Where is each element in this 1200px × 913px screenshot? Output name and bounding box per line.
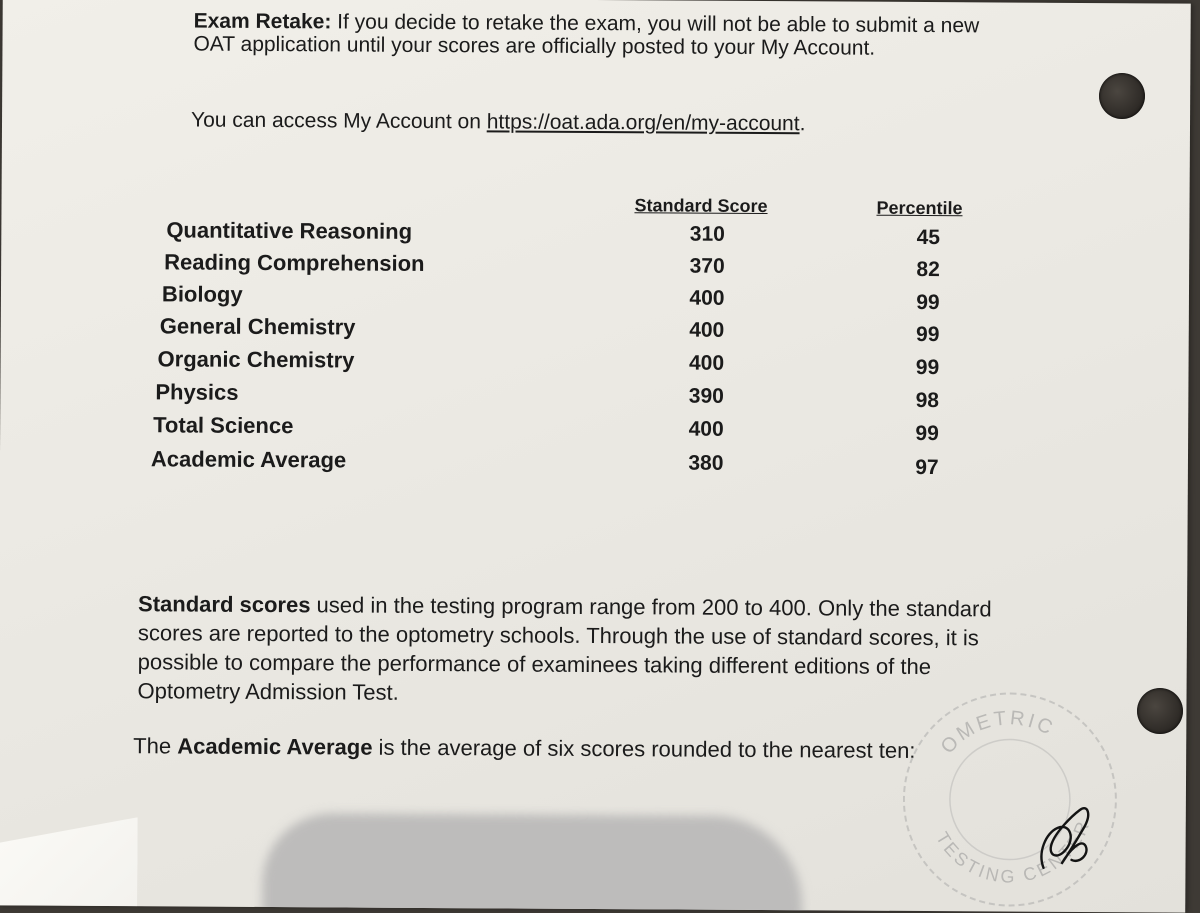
subject-label: Total Science — [153, 412, 294, 439]
punch-hole-bottom — [1137, 688, 1183, 734]
academic-average-label: Academic Average — [177, 733, 373, 760]
account-access-suffix: . — [799, 112, 806, 136]
standard-score-header: Standard Score — [634, 195, 768, 217]
percentile-value: 98 — [915, 388, 940, 413]
standard-scores-paragraph — [137, 589, 1038, 710]
account-access-prefix: You can access My Account on — [190, 108, 487, 134]
score-row — [0, 378, 1188, 415]
standard-score-value: 400 — [689, 286, 725, 310]
account-access-paragraph — [191, 109, 951, 137]
score-row — [1, 280, 1189, 317]
percentile-value: 99 — [916, 290, 940, 315]
subject-label: Biology — [161, 281, 243, 307]
score-row — [1, 312, 1189, 349]
standard-score-value: 400 — [689, 318, 725, 342]
academic-average-prefix: The — [133, 733, 178, 759]
stamp-bottom-text: TESTING CENTER — [932, 816, 1094, 887]
score-row — [0, 411, 1188, 448]
standard-scores-label: Standard scores — [138, 591, 311, 618]
subject-label: Academic Average — [150, 446, 347, 473]
standard-score-value: 400 — [688, 417, 724, 441]
standard-score-value: 380 — [688, 451, 724, 475]
standard-score-value: 370 — [689, 254, 725, 278]
subject-label: Quantitative Reasoning — [166, 217, 413, 244]
svg-text:OMETRIC — [937, 707, 1059, 759]
subject-label: General Chemistry — [159, 313, 356, 340]
percentile-value: 97 — [915, 455, 939, 480]
exam-retake-paragraph — [193, 10, 1013, 61]
score-row — [0, 345, 1188, 382]
exam-retake-text: If you decide to retake the exam, you will not be able to submit a new OAT application until your scores are officially posted to your My Account. — [193, 10, 980, 60]
my-account-link[interactable]: https://oat.ada.org/en/my-account — [486, 110, 800, 136]
stamp-top-text: OMETRIC — [936, 707, 1059, 759]
standard-scores-text: used in the testing program range from 200 to 400. Only the standard scores are reported to the optometry schools. Through the use of standard scores, it is possible to compare the performance of examinees taking different editions of the Optometry Admission Test. — [137, 592, 992, 705]
standard-score-value: 400 — [688, 351, 725, 375]
paper-fold — [0, 816, 138, 906]
percentile-value: 99 — [915, 355, 940, 380]
subject-label: Reading Comprehension — [164, 249, 425, 276]
punch-hole-top — [1099, 73, 1145, 119]
standard-score-value: 390 — [688, 384, 724, 408]
score-row — [0, 445, 1188, 482]
subject-label: Organic Chemistry — [157, 346, 355, 373]
score-row — [1, 216, 1189, 253]
camera-shadow — [262, 813, 803, 913]
percentile-value: 45 — [916, 225, 941, 250]
subject-label: Physics — [155, 379, 239, 405]
percentile-value: 82 — [916, 257, 940, 282]
score-row — [1, 248, 1189, 285]
academic-average-text: is the average of six scores rounded to the nearest ten: — [372, 734, 916, 763]
percentile-value: 99 — [915, 421, 939, 446]
percentile-header: Percentile — [876, 197, 963, 219]
standard-score-value: 310 — [689, 222, 725, 246]
exam-retake-label: Exam Retake: — [193, 9, 332, 34]
percentile-value: 99 — [915, 322, 940, 347]
signature-mark — [1035, 798, 1095, 878]
